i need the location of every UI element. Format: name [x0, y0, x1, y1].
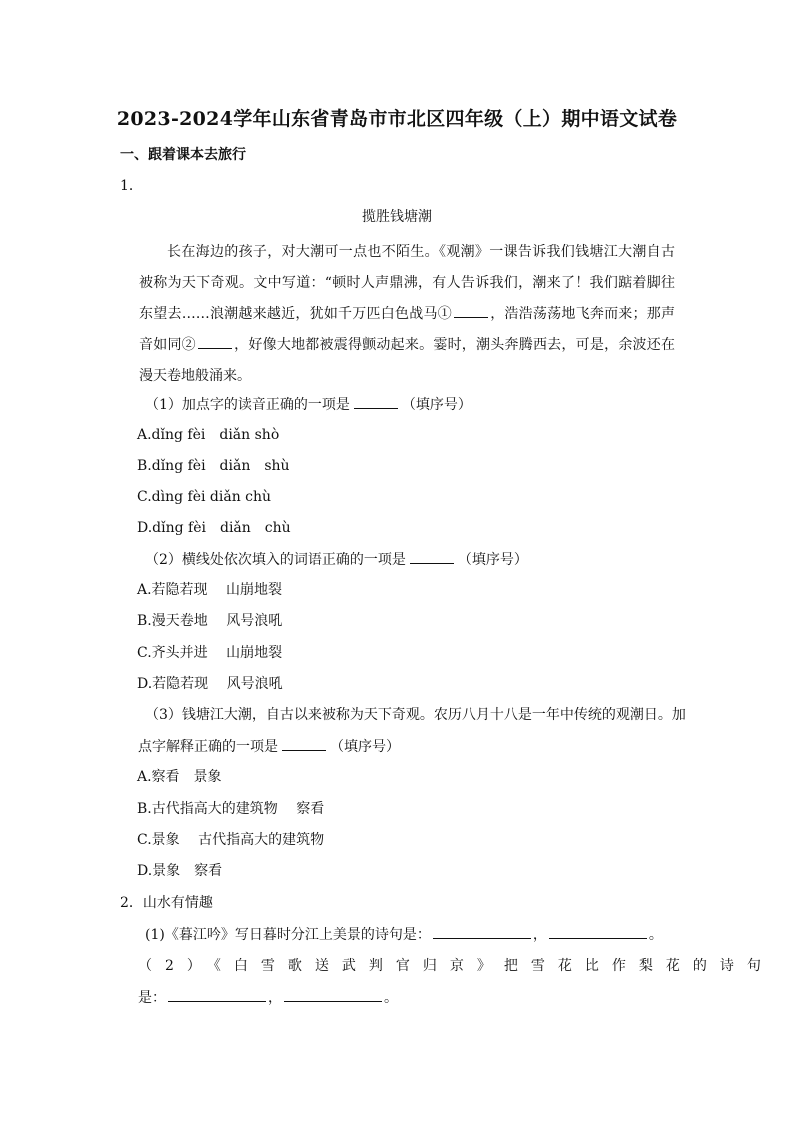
option-d: D.dǐng fèi diǎn chù [137, 520, 291, 536]
option-b: B.古代指高大的建筑物 察看 [137, 801, 325, 817]
poem-question-1 [145, 924, 663, 945]
passage-title: 揽胜钱塘潮 [362, 209, 432, 225]
option-c: C.dìng fèi diǎn chù [137, 489, 272, 505]
answer-blank[interactable] [410, 549, 454, 564]
answer-blank[interactable] [284, 987, 382, 1002]
sub-question-3-text: 点字解释正确的一项是 [138, 739, 278, 755]
period: 。 [648, 927, 663, 943]
option-b: B.漫天卷地 风号浪吼 [137, 613, 283, 629]
sub-question-2 [145, 549, 528, 570]
answer-blank[interactable] [282, 736, 326, 751]
period: 。 [384, 990, 398, 1006]
question-2 [120, 893, 213, 913]
option-c: C.齐头并进 山崩地裂 [137, 645, 283, 661]
sub-question-1-text: （1）加点字的读音正确的一项是 [145, 397, 350, 413]
answer-blank[interactable] [354, 394, 398, 409]
comma: ， [532, 927, 547, 943]
question-number-1: 1． [120, 178, 143, 194]
option-a: A.察看 景象 [137, 769, 222, 785]
poem-question-1-text: (1)《暮江吟》写日暮时分江上美景的诗句是： [145, 927, 431, 943]
sub-question-3-line2 [138, 736, 400, 757]
option-a: A.dǐng fèi diǎn shò [137, 427, 280, 443]
poem-question-2-line1: （2）《白雪歌送武判官归京》把雪花比作梨花的诗句 [138, 958, 774, 974]
sub-question-1 [145, 394, 472, 415]
sub-question-2-suffix: （填序号） [457, 552, 528, 568]
section-heading: 一、跟着课本去旅行 [120, 147, 246, 163]
option-d: D.景象 察看 [137, 863, 223, 879]
poem-question-2-text: 是： [138, 990, 166, 1006]
answer-blank[interactable] [433, 924, 531, 939]
passage-text-3: ，好像大地都被震得颤动起来。霎时，潮头奔腾西去，可是，余波还在漫天卷地般涌来。 [139, 337, 676, 384]
blank-2[interactable] [198, 334, 232, 349]
blank-1[interactable] [454, 303, 488, 318]
passage-text-1: 长在海边的孩子，对大潮可一点也不陌生。《观潮》一课告诉我们钱塘江大潮自古被称为天下奇观。文中写道：“顿时人声鼎沸，有人告诉我们，潮来了！我们踮着脚往东望去……浪潮越来越近，犹如千万匹白色战马① [139, 244, 675, 322]
comma: ， [268, 990, 282, 1006]
option-a: A.若隐若现 山崩地裂 [137, 582, 283, 598]
sub-question-2-text: （2）横线处依次填入的词语正确的一项是 [145, 552, 406, 568]
question-number-2: 2． [120, 895, 143, 911]
sub-question-1-suffix: （填序号） [401, 397, 472, 413]
option-c: C.景象 古代指高大的建筑物 [137, 832, 325, 848]
option-d: D.若隐若现 风号浪吼 [137, 676, 283, 692]
question-2-heading: 山水有情趣 [142, 895, 213, 911]
passage-paragraph [139, 237, 675, 392]
poem-question-2-line2 [138, 987, 398, 1008]
sub-question-3-suffix: （填序号） [330, 739, 400, 755]
sub-question-3-line1: （3）钱塘江大潮，自古以来被称为天下奇观。农历八月十八是一年中传统的观潮日。加 [145, 707, 686, 723]
option-b: B.dǐng fèi diǎn shù [137, 458, 290, 474]
exam-title: 2023-2024学年山东省青岛市市北区四年级（上）期中语文试卷 [116, 108, 678, 130]
answer-blank[interactable] [168, 987, 266, 1002]
answer-blank[interactable] [549, 924, 647, 939]
passage-text-2: ，浩浩荡荡地飞奔而来；那声音如同② [139, 306, 676, 353]
